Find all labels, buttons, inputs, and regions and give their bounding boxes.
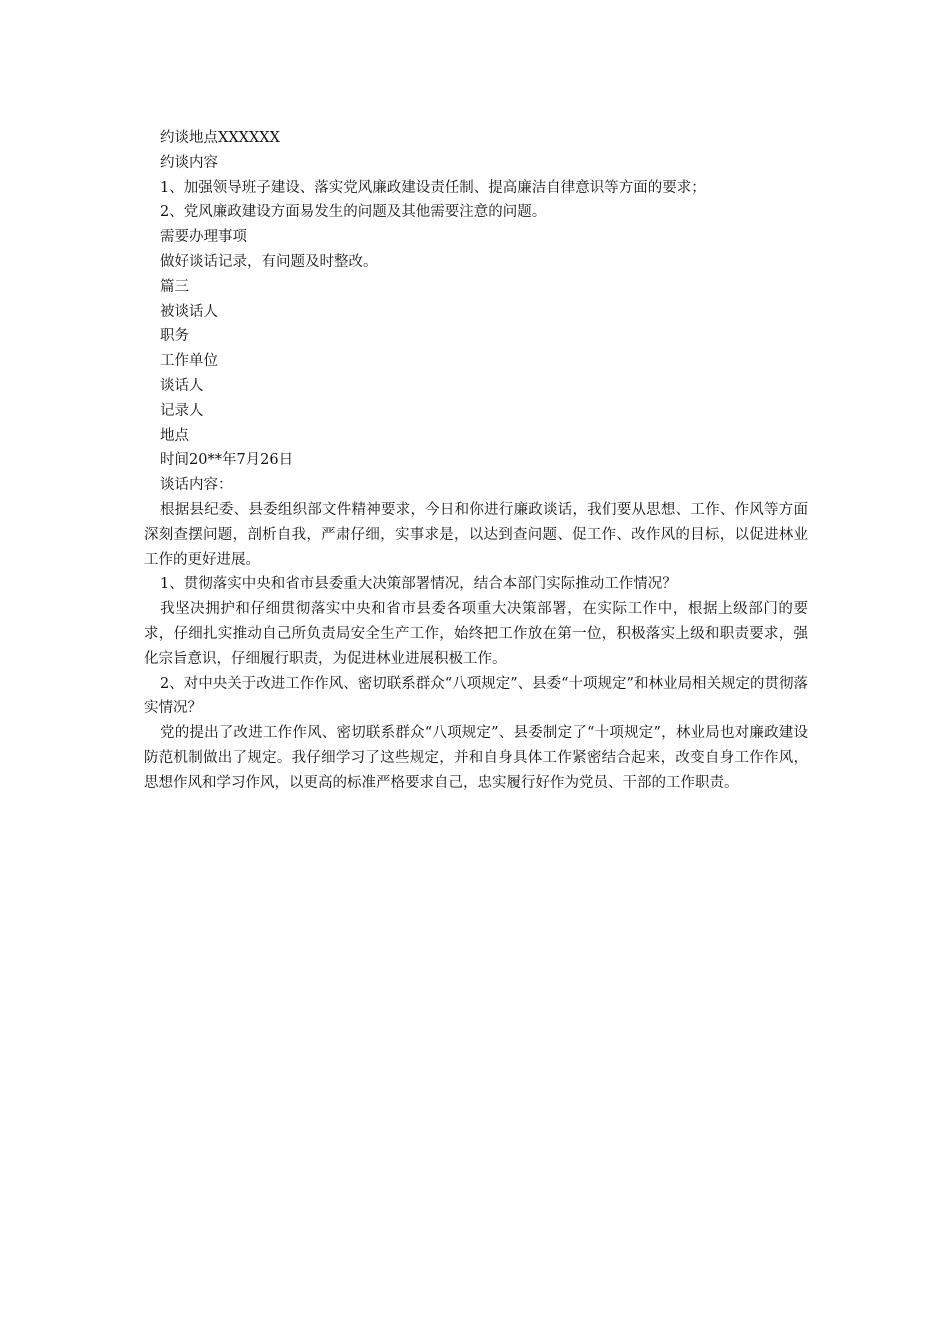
meeting-content-heading: 约谈内容	[160, 154, 218, 171]
time-field: 时间20**年7月26日	[160, 452, 294, 469]
intro-paragraph: 根据县纪委、县委组织部文件精神要求，今日和你进行廉政谈话，我们要从思想、工作、作风等方面深刻查摆问题，剖析自我，严肃仔细，实事求是，以达到查问题、促工作、改作风的目标，以促进林业工作的更好进展。	[144, 501, 808, 568]
todo-heading: 需要办理事项	[160, 229, 247, 246]
question-2: 2、对中央关于改进工作作风、密切联系群众“八项规定”、县委“十项规定”和林业局相关规定的贯彻落实情况？	[144, 675, 808, 717]
recorder-field: 记录人	[160, 402, 204, 419]
meeting-location-line: 约谈地点XXXXXX	[160, 130, 280, 146]
answer-1: 我坚决拥护和仔细贯彻落实中央和省市县委各项重大决策部署，在实际工作中，根据上级部门的要求，仔细扎实推动自己所负责局安全生产工作，始终把工作放在第一位，积极落实上级和职责要求，强化宗旨意识，仔细履行职责，为促进林业进展积极工作。	[144, 601, 808, 667]
document-page	[144, 126, 808, 796]
talk-content-heading: 谈话内容：	[160, 477, 233, 494]
interviewee-field: 被谈话人	[160, 303, 218, 320]
answer-2: 党的提出了改进工作作风、密切联系群众“八项规定”、县委制定了“十项规定”，林业局也对廉政建设防范机制做出了规定。我仔细学习了这些规定，并和自身具体工作紧密结合起来，改变自身工作作风，思想作风和学习作风，以更高的标准严格要求自己，忠实履行好作为党员、干部的工作职责。	[144, 725, 808, 791]
todo-text: 做好谈话记录，有问题及时整改。	[160, 253, 378, 270]
content-item-1: 1、加强领导班子建设、落实党风廉政建设责任制、提高廉洁自律意识等方面的要求；	[160, 179, 706, 196]
location-field: 地点	[160, 427, 189, 444]
content-item-2: 2、党风廉政建设方面易发生的问题及其他需要注意的问题。	[160, 204, 547, 221]
section-title: 篇三	[160, 278, 189, 295]
position-field: 职务	[160, 328, 189, 345]
interviewer-field: 谈话人	[160, 377, 204, 394]
work-unit-field: 工作单位	[160, 353, 218, 370]
question-1: 1、贯彻落实中央和省市县委重大决策部署情况，结合本部门实际推动工作情况？	[160, 576, 677, 593]
